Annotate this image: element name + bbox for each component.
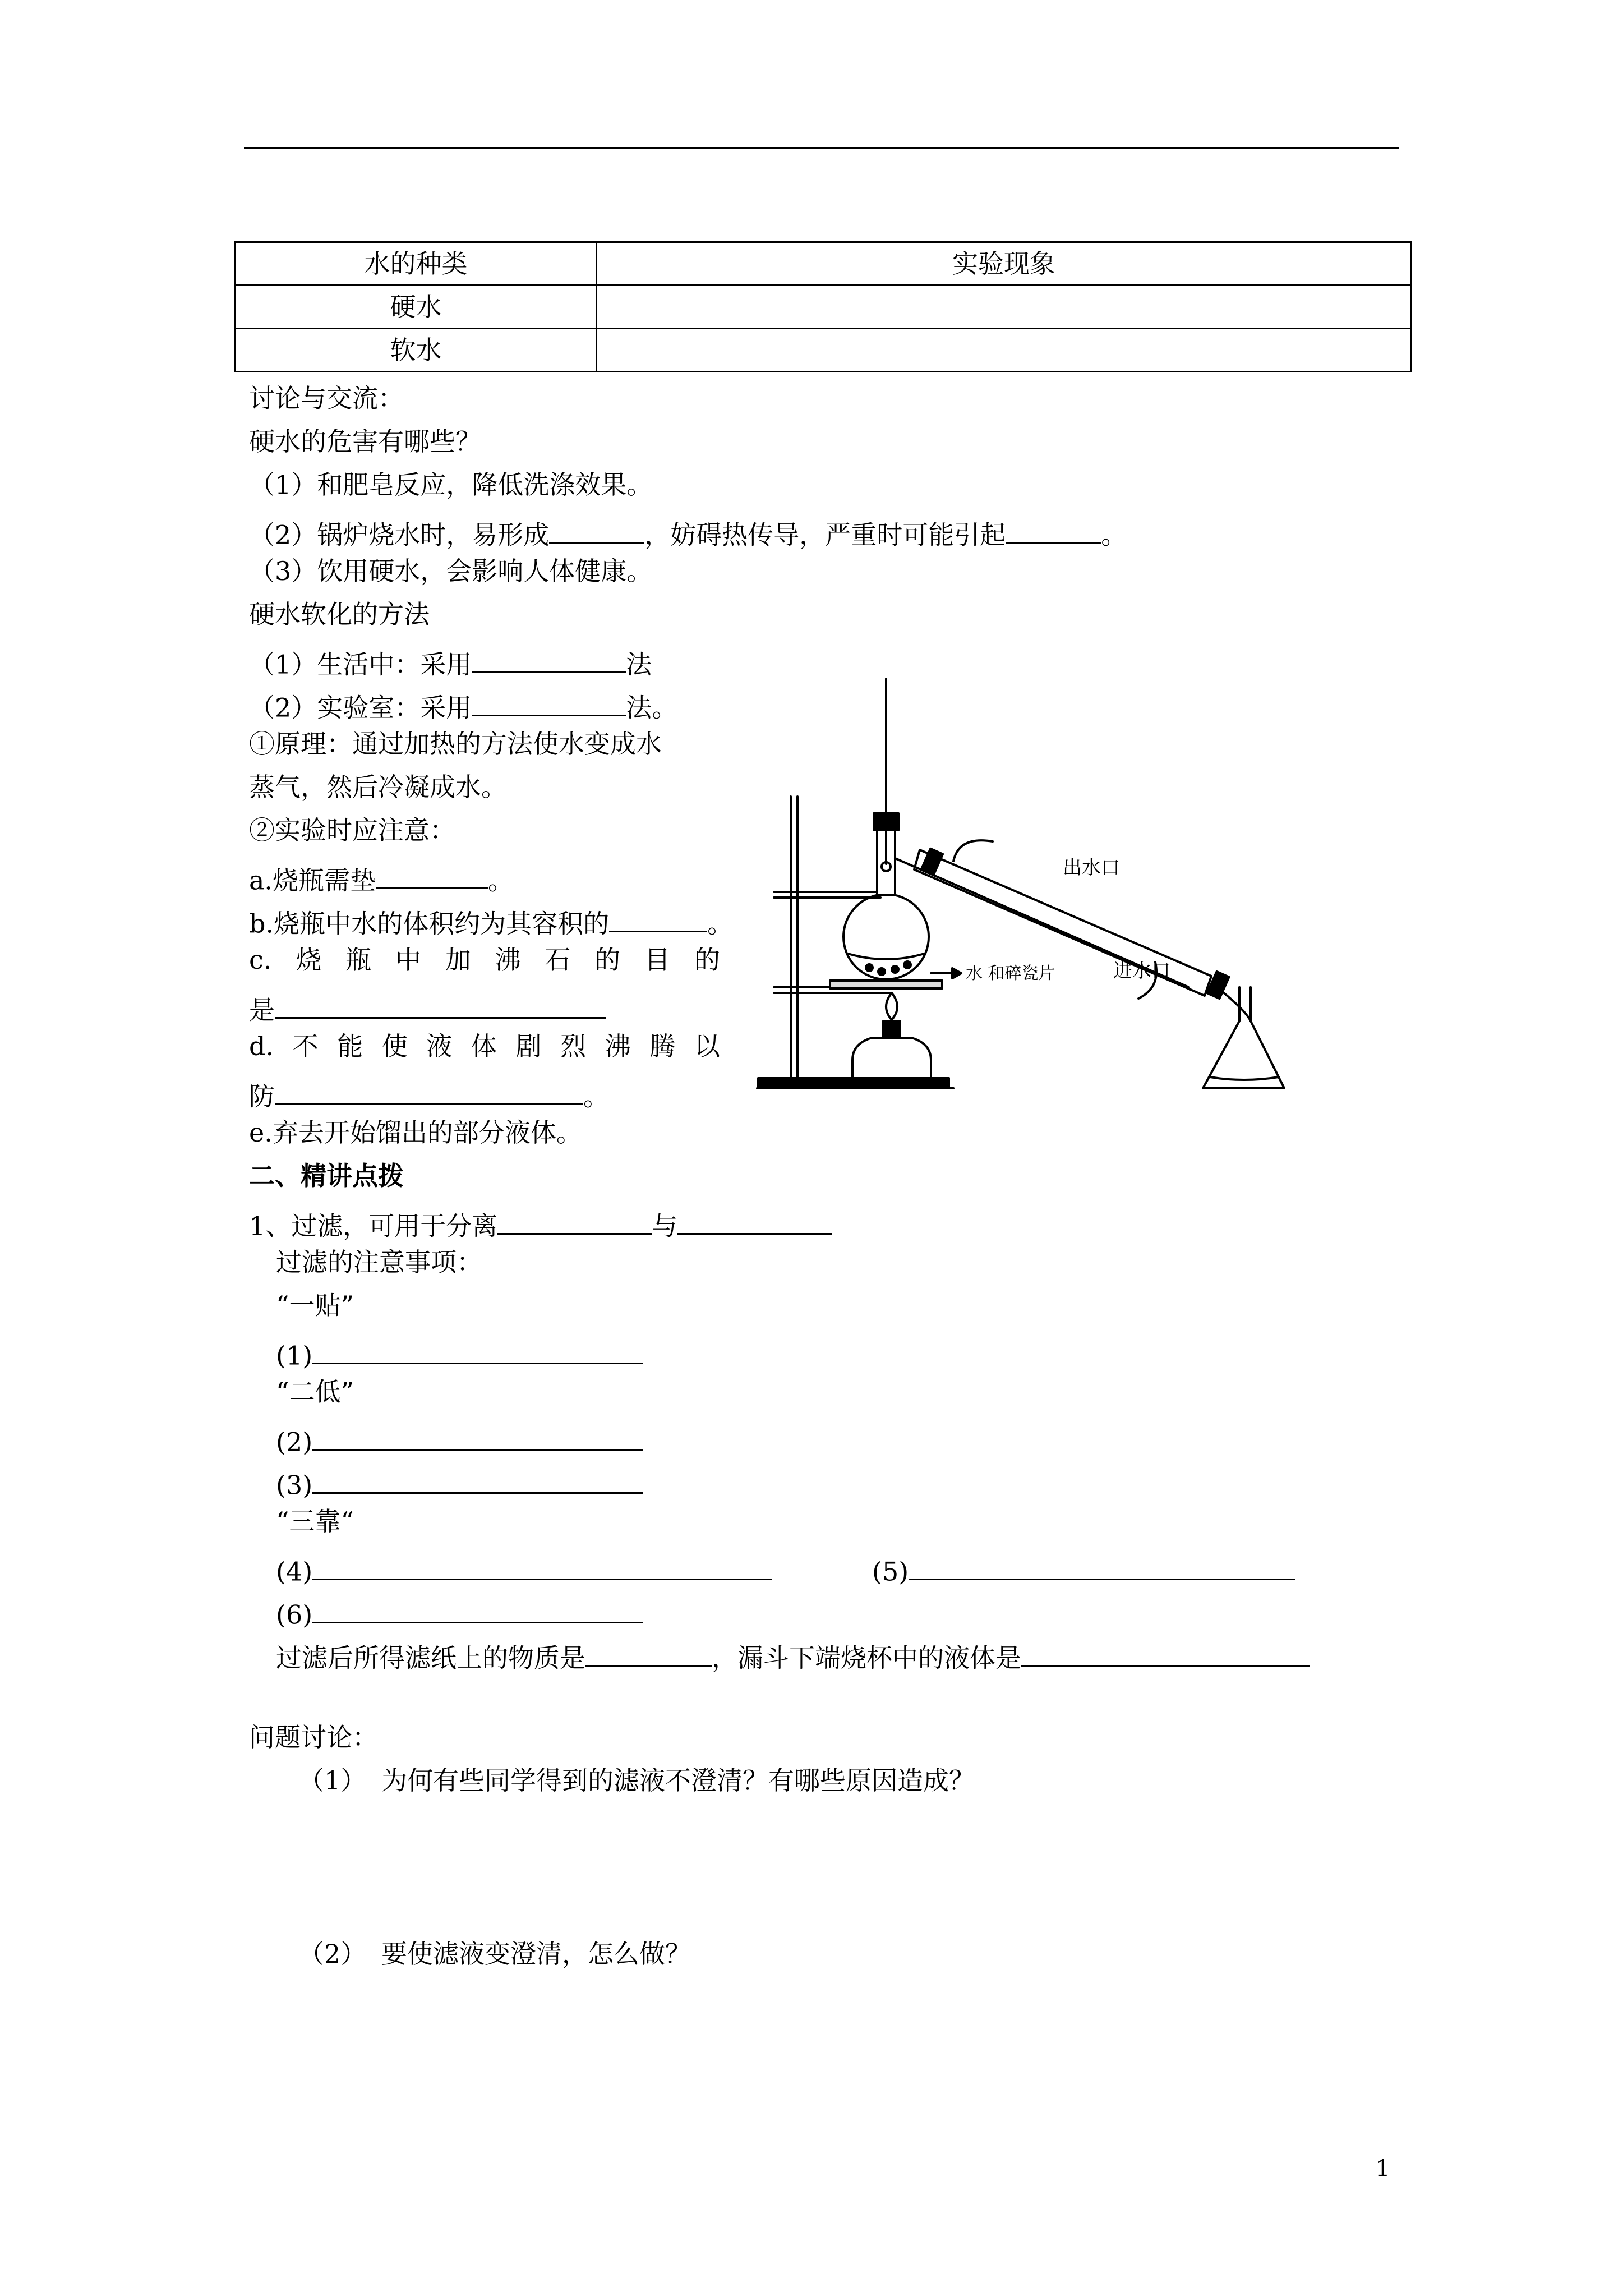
water-outlet-tube bbox=[953, 840, 993, 861]
note-b: b.烧瓶中水的体积约为其容积的 。 bbox=[249, 904, 733, 936]
soften-item-2: （2）实验室：采用 法。 bbox=[249, 688, 677, 720]
table-header-row bbox=[236, 242, 1412, 286]
answer-blank[interactable] bbox=[312, 1422, 643, 1451]
answer-blank[interactable] bbox=[609, 904, 707, 932]
distillation-apparatus-diagram bbox=[751, 673, 1380, 1111]
boiling-chip bbox=[892, 966, 898, 973]
flask-liquid-level bbox=[848, 954, 924, 959]
answer-blank[interactable] bbox=[376, 861, 488, 889]
receiving-flask bbox=[1203, 987, 1284, 1088]
filter-item-3: (3) bbox=[276, 1465, 643, 1498]
table-header-cell: 水的种类 bbox=[236, 242, 597, 286]
filter-use-line: 1、过滤，可用于分离 与 bbox=[249, 1206, 832, 1239]
table-header-cell: 实验现象 bbox=[597, 242, 1412, 286]
questions-title: 问题讨论： bbox=[249, 1722, 378, 1752]
table-cell-water-type: 硬水 bbox=[236, 286, 597, 329]
answer-blank[interactable] bbox=[275, 1076, 583, 1105]
answer-blank[interactable] bbox=[909, 1552, 1295, 1580]
table-cell-water-type: 软水 bbox=[236, 329, 597, 372]
label-arrowhead bbox=[952, 968, 961, 978]
note-a: a.烧瓶需垫 。 bbox=[249, 861, 514, 893]
filter-item-2: (2) bbox=[276, 1422, 643, 1455]
boiling-chip bbox=[866, 964, 873, 971]
lamp-wick-holder bbox=[883, 1021, 900, 1038]
filter-item-5: (5) bbox=[872, 1552, 1295, 1584]
header-rule bbox=[244, 147, 1399, 149]
soften-title: 硬水软化的方法 bbox=[249, 599, 430, 629]
note-c-line-1: c. 烧 瓶 中 加 沸 石 的 目 的 bbox=[249, 945, 720, 975]
yi-tie-heading: “一贴” bbox=[276, 1290, 354, 1320]
section-2-title: 二、精讲点拨 bbox=[249, 1161, 404, 1191]
principle-line-1: ①原理：通过加热的方法使水变成水 bbox=[249, 729, 662, 759]
table-row bbox=[236, 286, 1412, 329]
distillate-level bbox=[1210, 1077, 1279, 1080]
round-bottom-flask bbox=[843, 894, 929, 979]
discussion-title: 讨论与交流： bbox=[249, 383, 404, 413]
answer-blank[interactable] bbox=[585, 1638, 712, 1667]
principle-line-2: 蒸气，然后冷凝成水。 bbox=[249, 772, 507, 802]
question-1-number: （1） bbox=[298, 1765, 367, 1796]
answer-blank[interactable] bbox=[312, 1552, 772, 1580]
boiling-chip bbox=[878, 968, 885, 975]
hazard-item-2: （2）锅炉烧水时，易形成 ，妨碍热传导，严重时可能引起 。 bbox=[249, 515, 1127, 547]
question-2-number: （2） bbox=[298, 1939, 367, 1969]
table-row bbox=[236, 329, 1412, 372]
label-flask-contents: 水 和碎瓷片 bbox=[966, 964, 1055, 983]
answer-blank[interactable] bbox=[472, 645, 626, 673]
answer-blank[interactable] bbox=[275, 990, 606, 1019]
answer-blank[interactable] bbox=[1006, 515, 1101, 544]
filter-notes-title: 过滤的注意事项： bbox=[276, 1247, 482, 1277]
answer-blank[interactable] bbox=[497, 1206, 652, 1235]
table-cell-phenomenon bbox=[597, 286, 1412, 329]
answer-blank[interactable] bbox=[312, 1336, 643, 1364]
wire-gauze bbox=[830, 981, 942, 988]
note-d-line-1: d. 不 能 使 液 体 剧 烈 沸 腾 以 bbox=[249, 1031, 720, 1061]
adapter bbox=[1217, 987, 1251, 1021]
label-water-in: 进水口 bbox=[1113, 960, 1170, 982]
boiling-chip bbox=[904, 961, 911, 968]
note-c-line-2: 是 bbox=[249, 990, 606, 1023]
note-e: e.弃去开始馏出的部分液体。 bbox=[249, 1117, 582, 1148]
filter-item-1: (1) bbox=[276, 1336, 643, 1368]
answer-blank[interactable] bbox=[677, 1206, 832, 1235]
filter-result-line: 过滤后所得滤纸上的物质是 ，漏斗下端烧杯中的液体是 bbox=[276, 1638, 1310, 1671]
answer-blank[interactable] bbox=[312, 1595, 643, 1623]
soften-item-1: （1）生活中：采用 法 bbox=[249, 645, 652, 677]
note-d-line-2: 防 。 bbox=[249, 1076, 609, 1109]
lamp-flame bbox=[886, 993, 897, 1020]
hazard-item-1: （1）和肥皂反应，降低洗涤效果。 bbox=[249, 470, 653, 500]
hazard-item-3: （3）饮用硬水，会影响人体健康。 bbox=[249, 556, 653, 586]
notes-title: ②实验时应注意： bbox=[249, 815, 455, 845]
san-kao-heading: “三靠“ bbox=[276, 1506, 354, 1536]
answer-blank[interactable] bbox=[549, 515, 644, 544]
table-cell-phenomenon bbox=[597, 329, 1412, 372]
hazard-question: 硬水的危害有哪些？ bbox=[249, 426, 481, 457]
filter-item-6: (6) bbox=[276, 1595, 643, 1627]
answer-blank[interactable] bbox=[312, 1465, 643, 1494]
question-2-text: 要使滤液变澄清，怎么做？ bbox=[381, 1939, 691, 1969]
answer-blank[interactable] bbox=[472, 688, 626, 716]
water-type-table bbox=[234, 241, 1412, 372]
label-water-out: 出水口 bbox=[1063, 857, 1120, 879]
page-number: 1 bbox=[1376, 2156, 1390, 2182]
question-1-text: 为何有些同学得到的滤液不澄清？有哪些原因造成？ bbox=[381, 1765, 975, 1796]
er-di-heading: “二低” bbox=[276, 1377, 354, 1407]
answer-blank[interactable] bbox=[1021, 1638, 1310, 1667]
filter-item-4: (4) bbox=[276, 1552, 772, 1584]
